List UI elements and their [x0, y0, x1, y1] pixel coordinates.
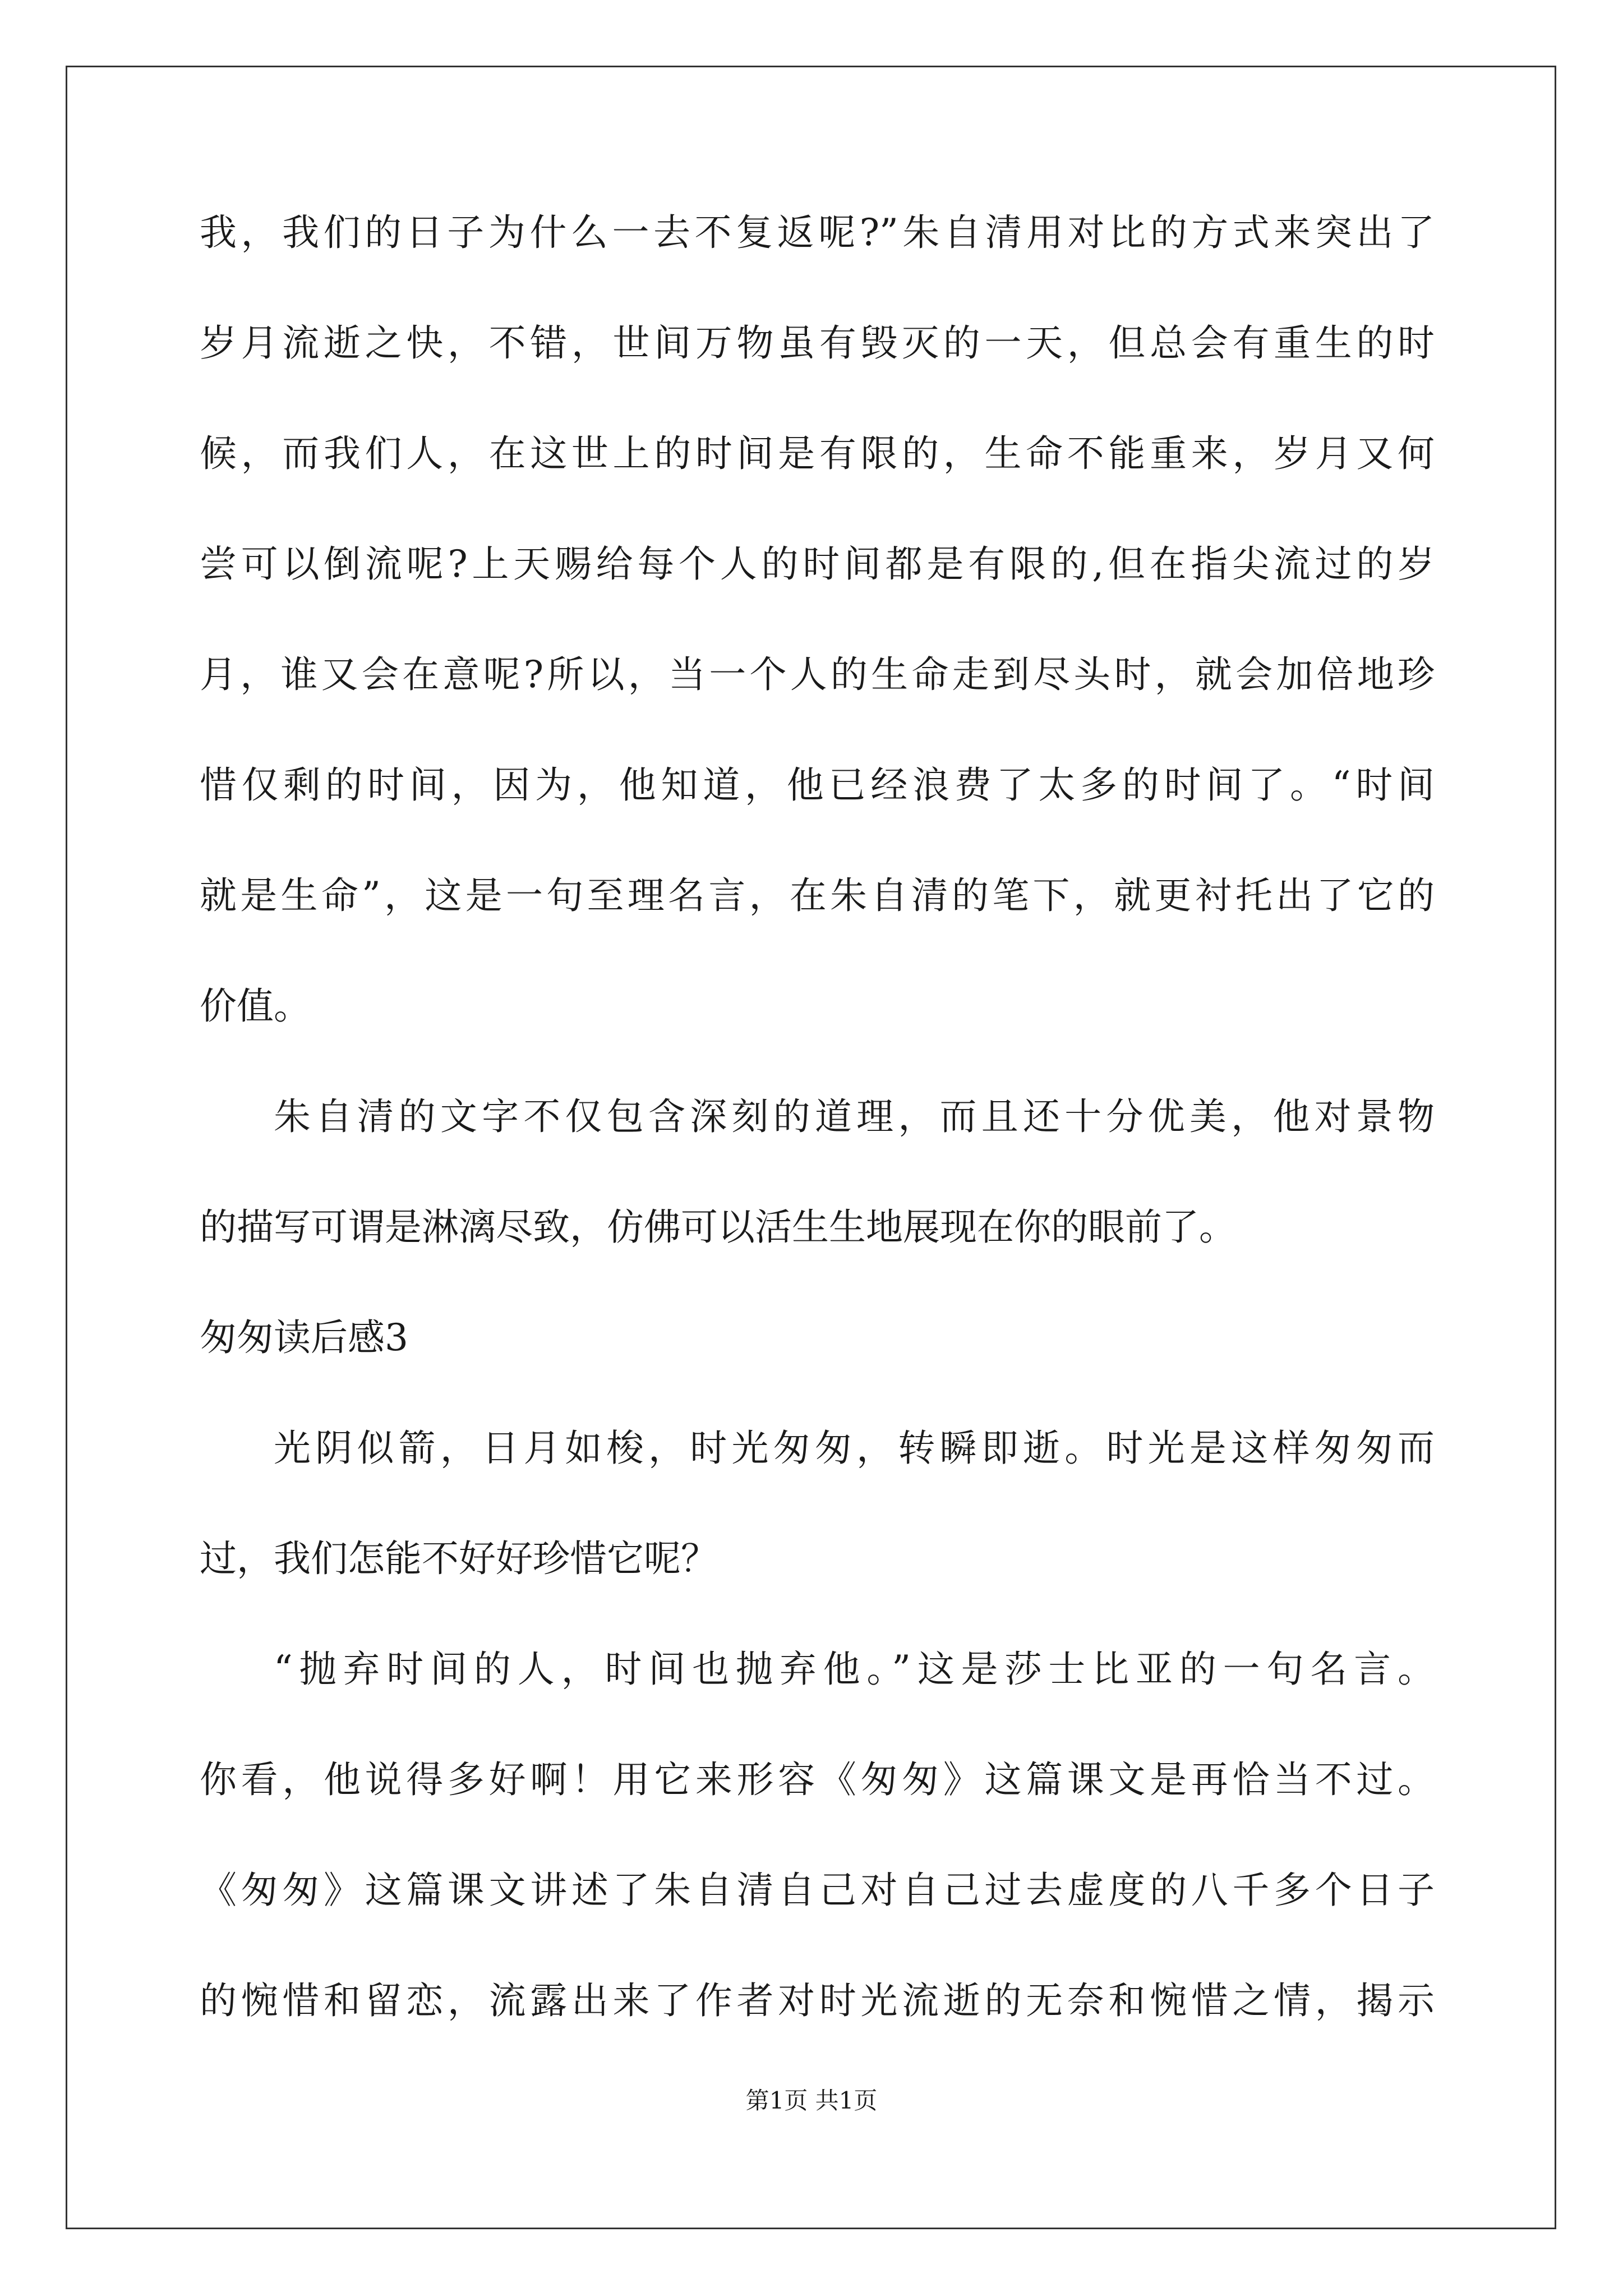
text-line: 我，我们的日子为什么一去不复返呢?”朱自清用对比的方式来突出了 [200, 211, 1435, 254]
text-line: 候，而我们人，在这世上的时间是有限的，生命不能重来，岁月又何 [200, 432, 1435, 475]
text-line: 尝可以倒流呢?上天赐给每个人的时间都是有限的,但在指尖流过的岁 [200, 542, 1435, 586]
text-line: 价值。 [200, 984, 311, 1028]
text-line: 就是生命”，这是一句至理名言，在朱自清的笔下，就更衬托出了它的 [200, 874, 1435, 917]
document-body [200, 211, 1435, 2093]
text-line: 朱自清的文字不仅包含深刻的道理，而且还十分优美，他对景物 [274, 1095, 1435, 1138]
text-line: 的惋惜和留恋，流露出来了作者对时光流逝的无奈和惋惜之情，揭示 [200, 1979, 1435, 2022]
page-footer: 第1页 共1页 [745, 2087, 878, 2114]
text-line: 月，谁又会在意呢?所以，当一个人的生命走到尽头时，就会加倍地珍 [200, 653, 1435, 696]
text-line: 岁月流逝之快，不错，世间万物虽有毁灭的一天，但总会有重生的时 [200, 321, 1435, 365]
text-line: 光阴似箭，日月如梭，时光匆匆，转瞬即逝。时光是这样匆匆而 [274, 1427, 1435, 1470]
text-line: 过，我们怎能不好好珍惜它呢？ [200, 1537, 718, 1580]
text-line: 《匆匆》这篇课文讲述了朱自清自己对自己过去虚度的八千多个日子 [200, 1869, 1435, 1912]
text-line: 你看，他说得多好啊！用它来形容《匆匆》这篇课文是再恰当不过。 [200, 1758, 1435, 1801]
text-line: “抛弃时间的人，时间也抛弃他。”这是莎士比亚的一句名言。 [274, 1648, 1435, 1691]
section-heading: 匆匆读后感3 [200, 1316, 408, 1359]
text-line: 的描写可谓是淋漓尽致，仿佛可以活生生地展现在你的眼前了。 [200, 1205, 1236, 1249]
text-line: 惜仅剩的时间，因为，他知道，他已经浪费了太多的时间了。“时间 [200, 763, 1435, 807]
